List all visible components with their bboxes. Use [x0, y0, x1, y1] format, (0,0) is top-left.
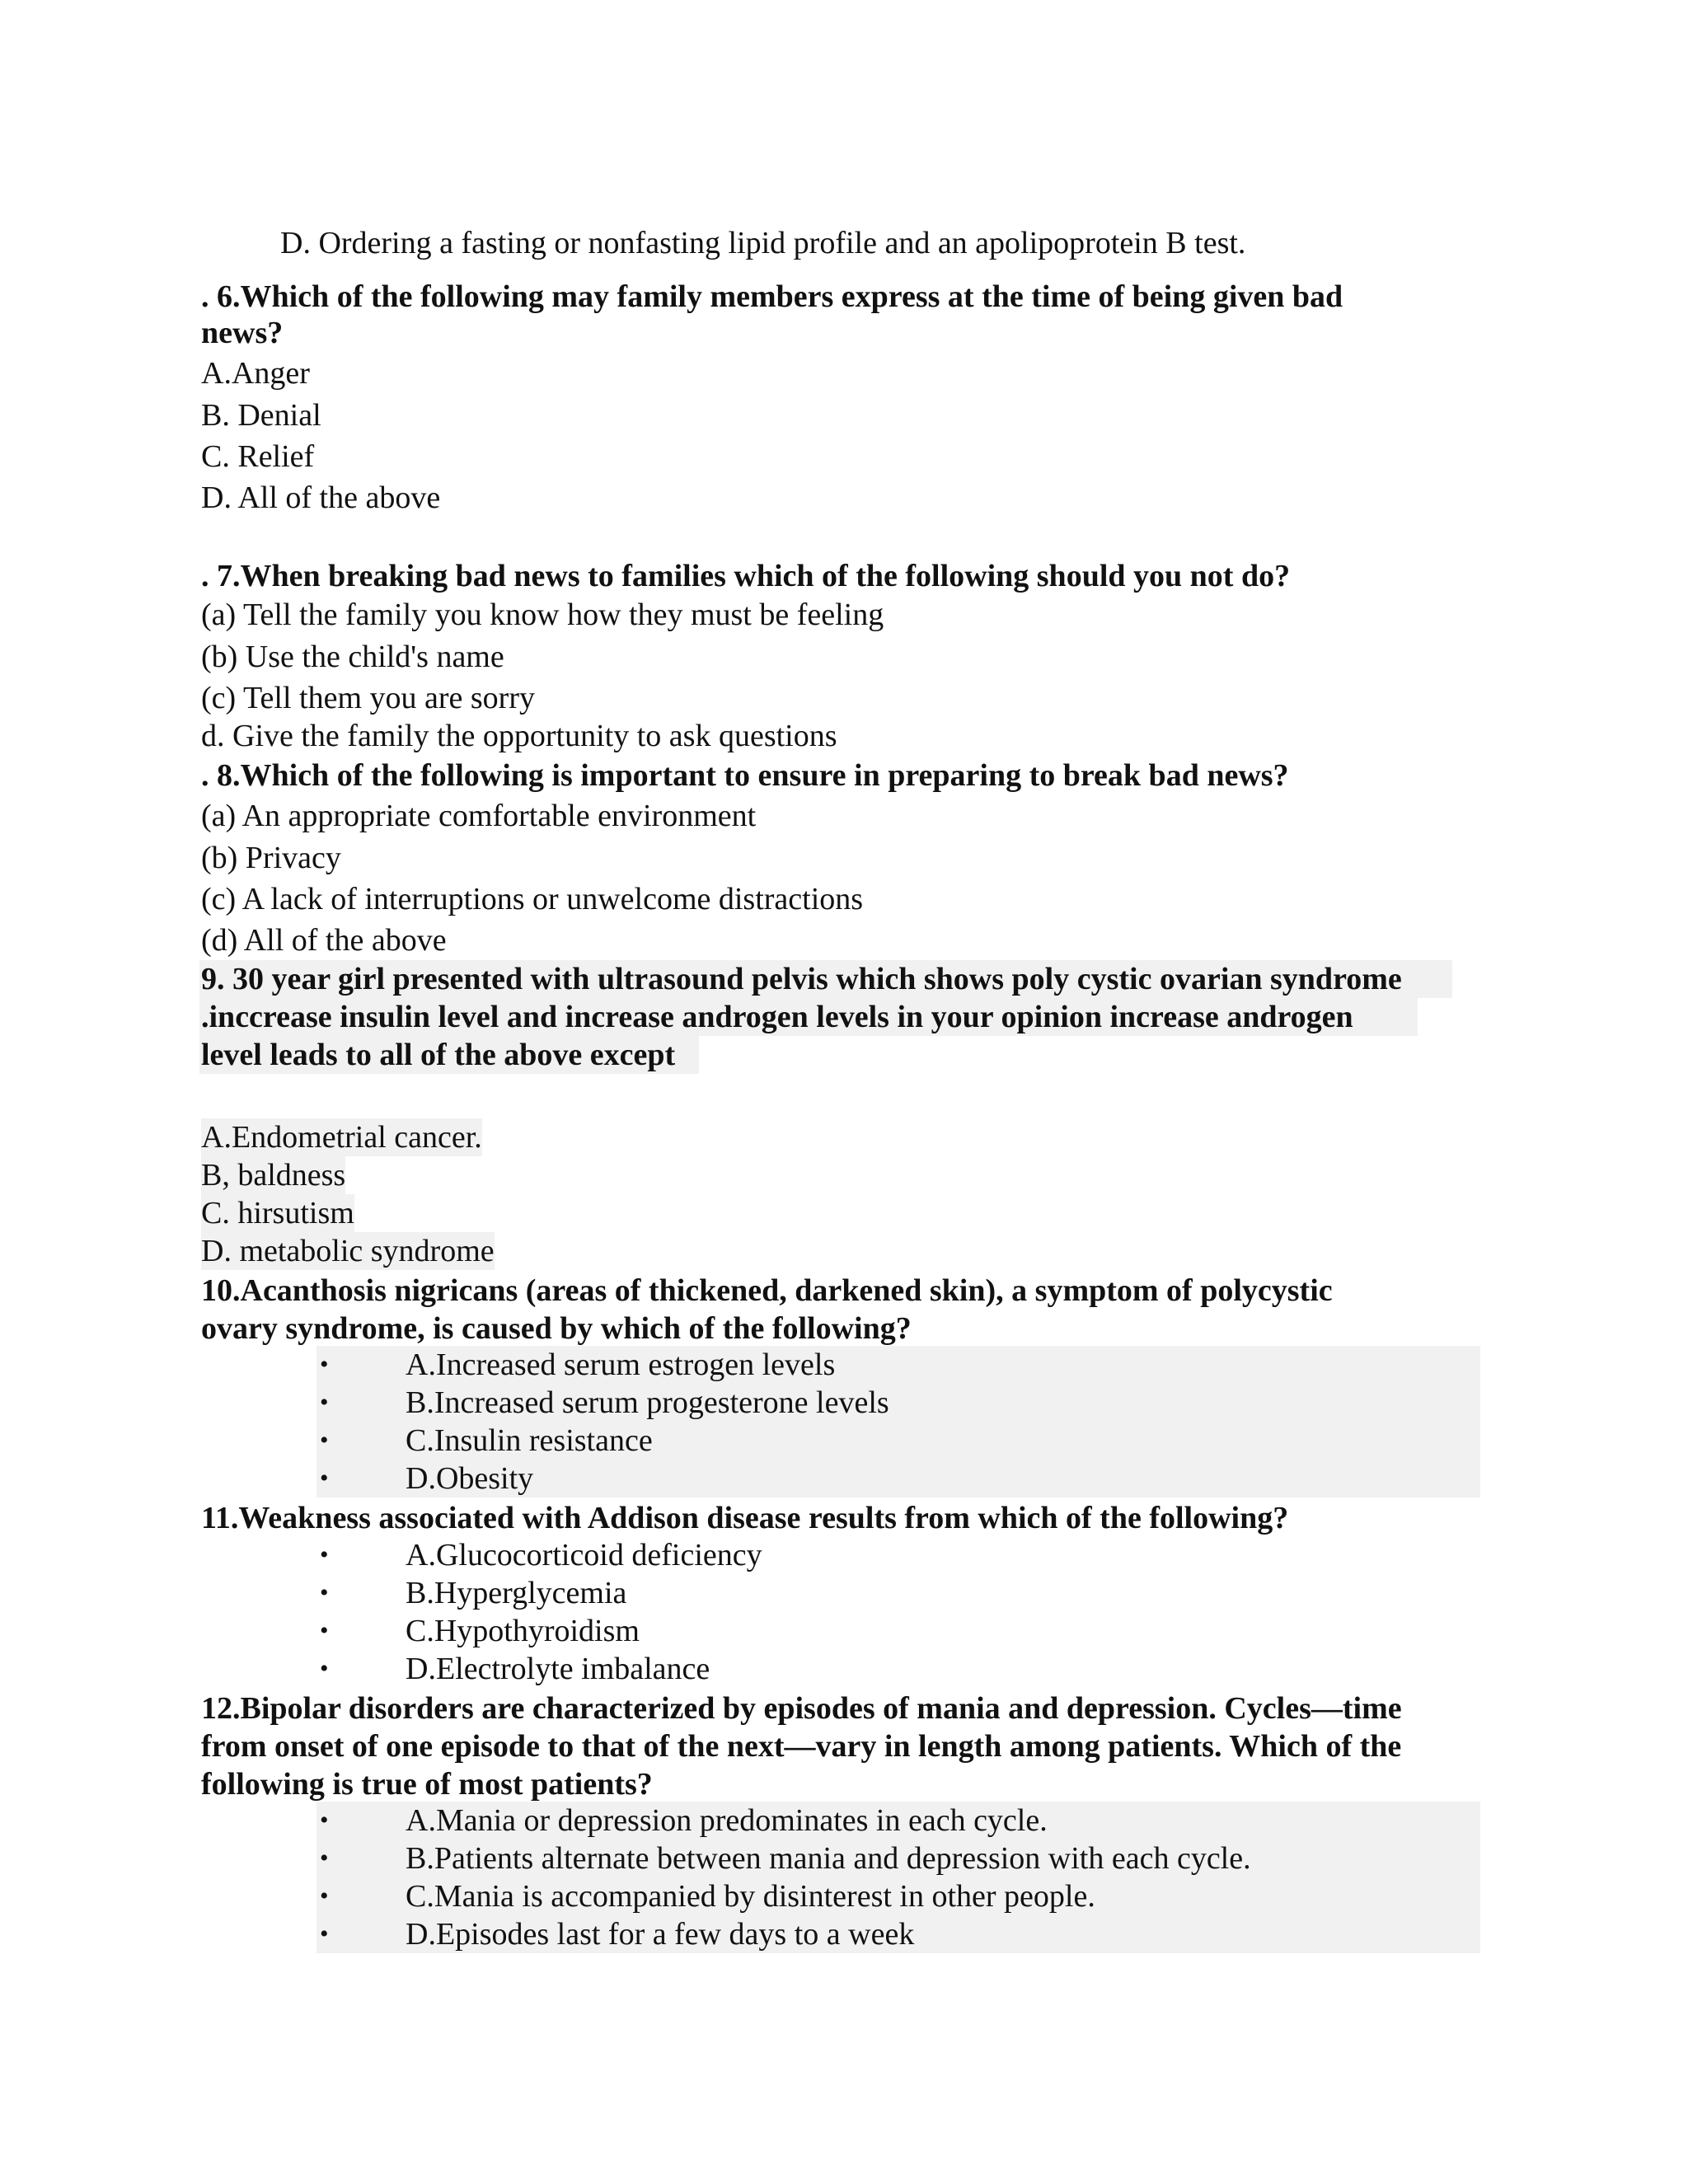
- question-9-line-1: 9. 30 year girl presented with ultrasound pelvis which shows poly cystic ovarian syndrome: [201, 962, 1402, 996]
- bullet: •: [320, 1579, 329, 1606]
- question-10-line-1: 10.Acanthosis nigricans (areas of thickened, darkened skin), a symptom of polycystic: [201, 1273, 1333, 1308]
- option-9d: D. metabolic syndrome: [201, 1234, 495, 1268]
- question-9-line-3: level leads to all of the above except: [201, 1038, 676, 1072]
- option-7a: (a) Tell the family you know how they must be feeling: [201, 598, 884, 632]
- option-6a: A.Anger: [201, 356, 310, 391]
- option-10d: D.Obesity: [406, 1461, 534, 1496]
- bullet: •: [320, 1541, 329, 1568]
- option-9c: C. hirsutism: [201, 1196, 354, 1230]
- option-6c: C. Relief: [201, 439, 315, 474]
- option-12b: B.Patients alternate between mania and depression with each cycle.: [406, 1841, 1251, 1876]
- option-9a: A.Endometrial cancer.: [201, 1120, 482, 1155]
- option-11d: D.Electrolyte imbalance: [406, 1652, 710, 1686]
- bullet: •: [320, 1920, 329, 1947]
- option-6b: B. Denial: [201, 398, 321, 433]
- option-8d: (d) All of the above: [201, 923, 447, 958]
- question-10-line-2: ovary syndrome, is caused by which of the following?: [201, 1311, 912, 1346]
- bullet: •: [320, 1844, 329, 1872]
- question-8-stem: Which of the following is important to ensure in preparing to break bad news?: [240, 758, 1289, 793]
- option-8a: (a) An appropriate comfortable environment: [201, 799, 757, 833]
- question-8-text: [201, 757, 1289, 794]
- bullet: •: [320, 1427, 329, 1454]
- bullet: •: [320, 1807, 329, 1834]
- question-9-line-2: .inccrease insulin level and increase androgen levels in your opinion increase androgen: [201, 1000, 1353, 1034]
- option-10b: B.Increased serum progesterone levels: [406, 1385, 889, 1420]
- question-6-line-2: news?: [201, 316, 284, 350]
- bullet: •: [320, 1351, 329, 1378]
- question-12-line-1: 12.Bipolar disorders are characterized by episodes of mania and depression. Cycles—time: [201, 1691, 1402, 1726]
- prev-option-d: D. Ordering a fasting or nonfasting lipid profile and an apolipoprotein B test.: [280, 226, 1246, 260]
- question-11-text: 11.Weakness associated with Addison disease results from which of the following?: [201, 1501, 1289, 1535]
- question-12-line-3: following is true of most patients?: [201, 1767, 653, 1802]
- option-11a: A.Glucocorticoid deficiency: [406, 1538, 762, 1572]
- bullet: •: [320, 1389, 329, 1416]
- question-8-number: . 8.: [201, 758, 241, 793]
- option-11c: C.Hypothyroidism: [406, 1614, 640, 1648]
- bullet: •: [320, 1465, 329, 1492]
- bullet: •: [320, 1882, 329, 1910]
- option-12c: C.Mania is accompanied by disinterest in other people.: [406, 1879, 1095, 1914]
- bullet: •: [320, 1617, 329, 1644]
- option-9b: B, baldness: [201, 1158, 346, 1193]
- option-12a: A.Mania or depression predominates in each cycle.: [406, 1803, 1048, 1838]
- question-12-line-2: from onset of one episode to that of the next—vary in length among patients. Which of the: [201, 1729, 1402, 1764]
- option-11b: B.Hyperglycemia: [406, 1576, 627, 1610]
- option-8c: (c) A lack of interruptions or unwelcome distractions: [201, 882, 864, 916]
- option-10a: A.Increased serum estrogen levels: [406, 1347, 836, 1382]
- option-8b: (b) Privacy: [201, 841, 341, 875]
- option-6d: D. All of the above: [201, 480, 441, 515]
- option-7c: (c) Tell them you are sorry: [201, 681, 535, 715]
- option-7d: d. Give the family the opportunity to ask questions: [201, 719, 837, 753]
- option-7b: (b) Use the child's name: [201, 640, 504, 674]
- option-12d: D.Episodes last for a few days to a week: [406, 1917, 915, 1952]
- option-10c: C.Insulin resistance: [406, 1423, 653, 1458]
- question-6-line-1: . 6.Which of the following may family members express at the time of being given bad: [201, 279, 1343, 314]
- question-7-text: . 7.When breaking bad news to families which of the following should you not do?: [201, 559, 1291, 593]
- bullet: •: [320, 1655, 329, 1682]
